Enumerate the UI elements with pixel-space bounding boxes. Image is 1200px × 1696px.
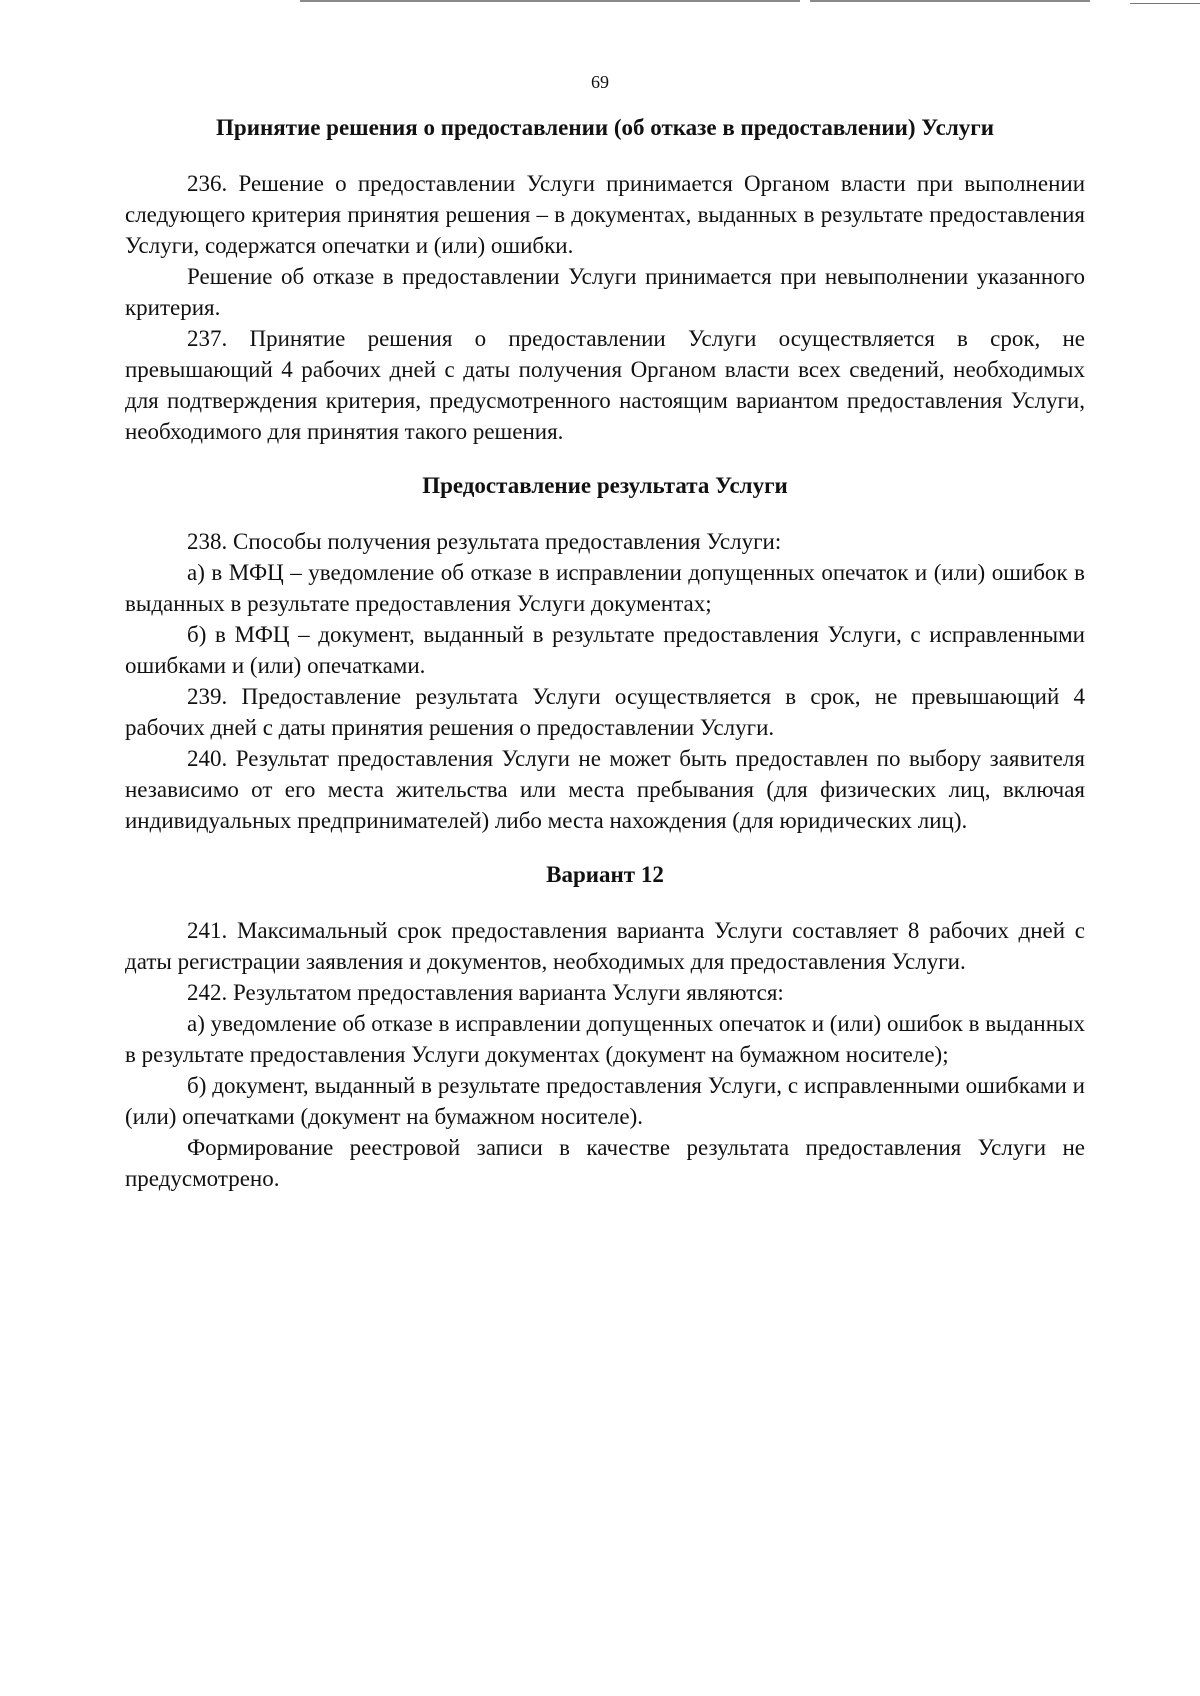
paragraph: б) в МФЦ – документ, выданный в результате предоставления Услуги, с исправленными ошибками и (или) опечатками. <box>125 622 1085 678</box>
paragraph: 237. Принятие решения о предоставлении Услуги осуществляется в срок, не превышающий 4 рабочих дней с даты получения Органом власти всех сведений, необходимых для подтверждения критерия, предусмотренного настоящим вариантом предоставления Услуги, необходимого для принятия такого решения. <box>125 326 1085 444</box>
paragraph: Решение об отказе в предоставлении Услуги принимается при невыполнении указанного критерия. <box>125 264 1085 320</box>
paragraph: 241. Максимальный срок предоставления варианта Услуги составляет 8 рабочих дней с даты регистрации заявления и документов, необходимых для предоставления Услуги. <box>125 918 1085 974</box>
document-body <box>125 113 1085 1194</box>
scan-artifact-line <box>300 0 800 2</box>
page-number: 69 <box>591 72 609 92</box>
paragraph: 242. Результатом предоставления варианта Услуги являются: <box>187 980 784 1005</box>
paragraph: а) в МФЦ – уведомление об отказе в исправлении допущенных опечаток и (или) ошибок в выданных в результате предоставления Услуги документах; <box>125 560 1085 616</box>
paragraph: Формирование реестровой записи в качестве результата предоставления Услуги не предусмотрено. <box>125 1135 1085 1191</box>
paragraph: 239. Предоставление результата Услуги осуществляется в срок, не превышающий 4 рабочих дней с даты принятия решения о предоставлении Услуги. <box>125 684 1085 740</box>
scan-artifact-line <box>810 0 1090 2</box>
section-heading: Принятие решения о предоставлении (об отказе в предоставлении) Услуги <box>216 115 994 140</box>
paragraph: 238. Способы получения результата предоставления Услуги: <box>187 529 782 554</box>
paragraph: 236. Решение о предоставлении Услуги принимается Органом власти при выполнении следующего критерия принятия решения – в документах, выданных в результате предоставления Услуги, содержатся опечатки и (или) ошибки. <box>125 171 1085 258</box>
section-heading: Предоставление результата Услуги <box>422 473 788 498</box>
scan-artifact-line <box>1130 3 1200 4</box>
paragraph: а) уведомление об отказе в исправлении допущенных опечаток и (или) ошибок в выданных в результате предоставления Услуги документах (документ на бумажном носителе); <box>125 1011 1085 1067</box>
paragraph: б) документ, выданный в результате предоставления Услуги, с исправленными ошибками и (или) опечатками (документ на бумажном носителе). <box>125 1073 1085 1129</box>
paragraph: 240. Результат предоставления Услуги не может быть предоставлен по выбору заявителя независимо от его места жительства или места пребывания (для физических лиц, включая индивидуальных предпринимателей) либо места нахождения (для юридических лиц). <box>125 746 1085 833</box>
section-heading: Вариант 12 <box>546 862 664 887</box>
